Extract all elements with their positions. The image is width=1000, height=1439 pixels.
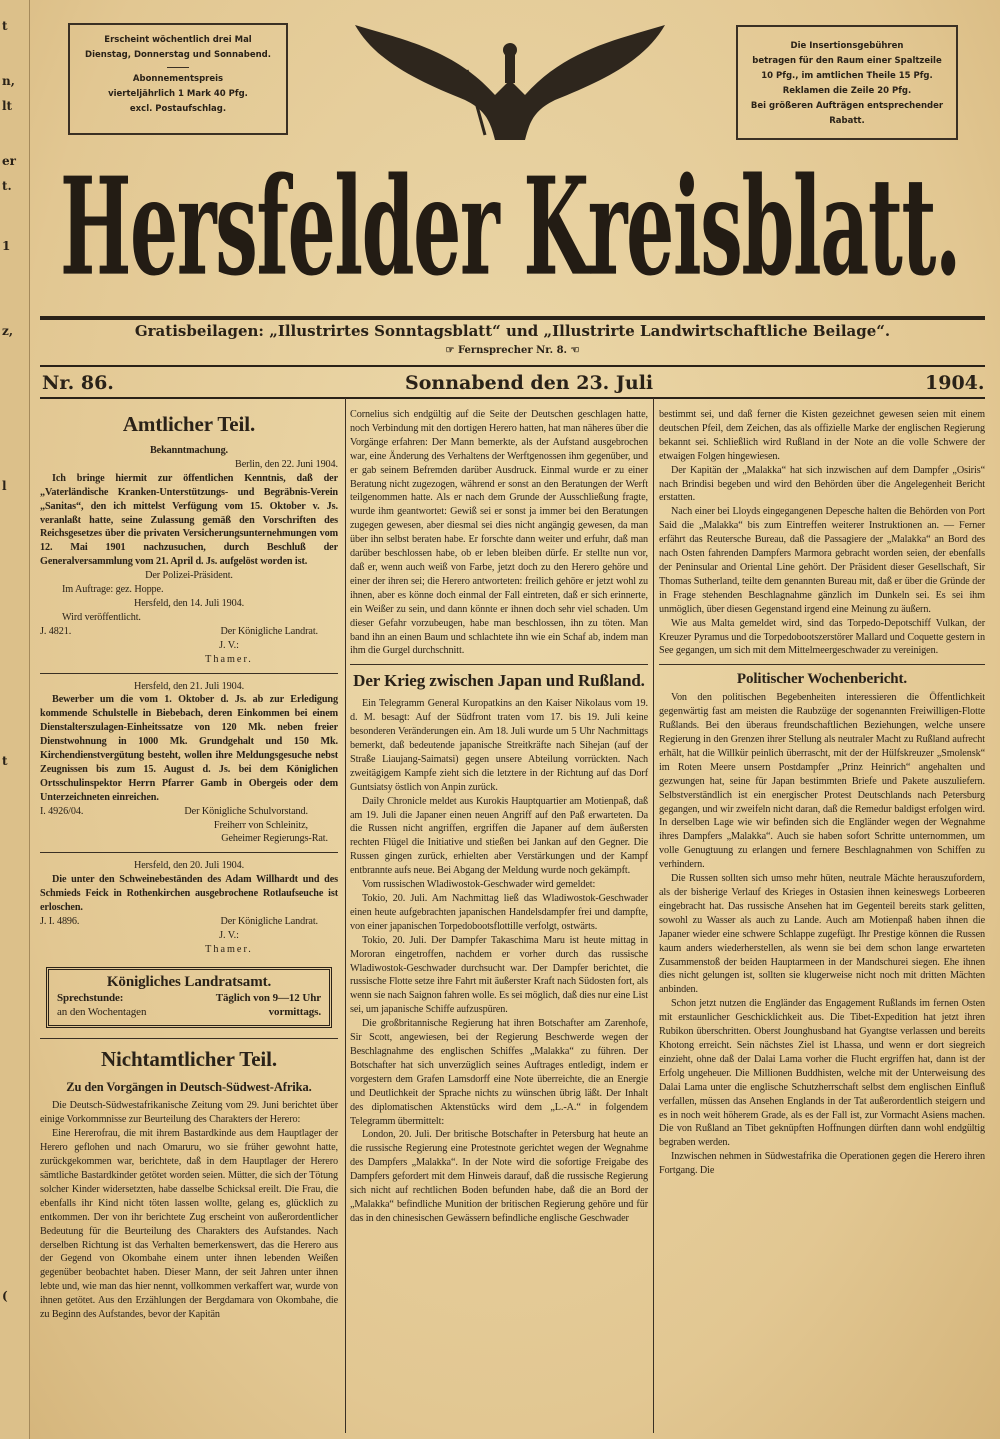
- divider: [40, 673, 338, 674]
- rates-line: Rabatt.: [829, 116, 865, 126]
- notice-publish: Wird veröffentlicht.: [62, 611, 141, 623]
- notice-signature: J. V.:: [219, 929, 239, 941]
- article-text: Von den politischen Begebenheiten interessieren die Öffentlichkeit gegenwärtig fast am meisten die Raubzüge der sogenannten Freiwilligen-Flotte Rußlands. Bei den überaus freundschaftlichen Beziehungen, welche unsere Regierung in den Grenzen ihrer Stellung als neutraler Macht zu Rußland aufrecht erhält, hat die Willkür peinlich überrascht, mit der der Hülfskreuzer „Smolensk“ im Roten Meere unsern Postdampfer „Prinz Heinrich“ angehalten und gezwungen hat, seine für Japan bestimmten Briefe und Pakete auszuliefern. Selbstverständlich ist ein energischer Protest Deutschlands nach Petersburg gegangen, und wir zweifeln nicht daran, daß die Remedur baldigst erfolgen wird. In derselben Lage wie wir befinden sich die Engländer wegen der Wegnahme ihres Dampfers „Malakka“. Auch sie haben sofort Schritte unternommen, um volle Genugtuung zu erlangen und fernere Beschlagnahmen von Schiffen zu verhindern.: [659, 692, 985, 871]
- adjacent-page-edge: t n, lt er t. 1 z, l t (: [0, 0, 30, 1439]
- office-hours-box: [46, 967, 332, 1029]
- article-text: Eine Hererofrau, die mit ihrem Bastardkinde aus dem Hauptlager der Herero geflohen und nach Omaruru, wo sie früher gewohnt hatte, zurückgekommen war, berichtete, daß in dem Hauptlager der Herero sämtliche Bastardkinder getötet worden seien. Mütter, die sich der Tötung solcher Kinder widersetzten, habe dasselbe Schicksal ereilt. Die Frau, die ebenfalls ihr Kind nicht töten lassen wollte, gelang es, glücklich zu entkommen. Der von ihr berichtete Zug erscheint von außerordentlicher Bedeutung für die Beurteilung des Charakters des Aufstandes. Nach derselben Richtung ist das Verhalten bemerkenswert, das die Herero aus der Gegend von Okombahe einem unter ihnen lebenden Weißen gegenüber beobachtet haben. Dieser Mann, der seit Jahren unter ihnen lebte und, wie man das hier nennt, vollkommen verkaffert war, wurde von ihnen getötet. Aus den Erzählungen der Bergdamara von Okombahe, die zu Beginn des Aufstandes, bevor der Kapitän: [40, 1128, 338, 1321]
- notice-signature: Thamer.: [205, 943, 253, 955]
- article-text: Die großbritannische Regierung hat ihren Botschafter am Zarenhofe, Sir Scott, angewiesen, bei der Regierung Beschwerde wegen der Beschlagnahme des englischen Schiffes „Malakka“ zu führen. Der Botschafter hat sich unverzüglich seines Auftrages entledigt, indem er vorgestern dem Grafen Lamsdorff eine Note überreichte, die an Energie und Deutlichkeit der Sprache nichts zu wünschen übrig läßt. Der Inhalt des diplomatischen Aktenstücks wird dem „L.-A.“ in folgendem Telegramm übermittelt:: [350, 1018, 648, 1127]
- title-area: [60, 150, 960, 310]
- column-rule: [345, 398, 346, 1433]
- notice-signature: Der Königliche Schulvorstand.: [184, 805, 308, 817]
- postage-note: excl. Postaufschlag.: [129, 104, 227, 114]
- article-text: Die Russen sollten sich umso mehr hüten, neutrale Mächte herauszufordern, als der bisherige Verlauf des Krieges in Ostasien ihnen keineswegs Lorbeeren eingebracht hat. Das russische Ansehen hat im Gegenteil bereits stark gelitten, sowohl zu Wasser als auch zu Lande. Auch am Motienpaß haben ihnen die Japaner wieder eine schwere Schlappe zugefügt. Ihr Prestige können die Russen kaum anders wiederherstellen, als wenn sie bei dem schon lange erwarteten Zusammenstoß der beiden Hauptarmeen in der Mandschurei siegen. Ehe ihnen dies nicht gelungen ist, sollten sie klugerweise nicht noch mit dritten Mächten anbinden.: [659, 873, 985, 996]
- article-text: Die Deutsch-Südwestafrikanische Zeitung vom 29. Juni berichtet über einige Vorkommnisse zur Beurteilung des Charakters der Herero:: [40, 1100, 338, 1126]
- article-text: Tokio, 20. Juli. Am Nachmittag ließ das Wladiwostok-Geschwader einen heute aufgebrachten japanischen Handelsdampfer frei und dampfte, von einer japanischen Torpedobootsflottille verfolgt, ostwärts.: [350, 893, 648, 932]
- article-text: Inzwischen nehmen in Südwestafrika die Operationen gegen die Herero ihren Fortgang. Die: [659, 1151, 985, 1177]
- schedule-days: Dienstag, Donnerstag und Sonnabend.: [85, 50, 271, 60]
- article-text: London, 20. Juli. Der britische Botschafter in Petersburg hat heute an die russische Regierung eine Protestnote gerichtet wegen der Wegnahme des Dampfers „Malakka“. In der Note wird die sofortige Freigabe des Dampfers gefordert mit dem Hinweis darauf, daß die russische Regierung sich nicht auf rechtlichen Boden befunden habe, daß die an Bord der „Malakka“ befindliche Munition der britischen Regierung gehöre und für das in den chinesischen Gewässern befindliche englische Geschwader: [350, 1129, 648, 1224]
- notice-signature: Der Königliche Landrat.: [220, 916, 318, 927]
- article-text: Tokio, 20. Juli. Der Dampfer Takaschima Maru ist heute mittag in Mororan eingetroffen, nachdem er vorher durch das russische Wladiwostok-Geschwader durchsucht war. Der Dampfer berichtet, die russische Flotte setze ihre Fahrt mit äußerster Kraft nach Südosten fort, als wenn sie nach Saignon fahren wolle. Es sei möglich, daß dies nur eine List sei, um japanische Schiffe aufzuspüren.: [350, 934, 648, 1016]
- column-1: [40, 404, 338, 1322]
- rates-title: Die Insertionsgebühren: [790, 41, 904, 51]
- notice-number: J. 4821.: [40, 625, 72, 637]
- notice-place: Hersfeld, den 14. Juli 1904.: [133, 597, 245, 609]
- notice-text: Die unter den Schweinebeständen des Adam Willhardt und des Schmieds Feick in Rothenkirchen ausgebrochene Rotlaufseuche ist erloschen.: [40, 874, 338, 914]
- divider: [659, 664, 985, 665]
- column-2: [350, 408, 648, 1226]
- column-rule: [653, 398, 654, 1433]
- notice-signature: Geheimer Regierungs-Rat.: [221, 833, 328, 845]
- notice-number: I. 4926/04.: [40, 805, 84, 817]
- article-text: Daily Chronicle meldet aus Kurokis Hauptquartier am Motienpaß, daß am 19. Juli die Japaner einen neuen Angriff auf den Paß erwarteten. Da die Russen nicht angriffen, ergriffen die Japaner auf dem äußersten rechten Flügel die Initiative und stießen bei Jankan auf den Gegner. Die Russen gingen zurück, erhielten aber Verstärkungen und der Kampf entbrannte aufs neue. Bei Abgang der Meldung wurde noch gekämpft.: [350, 795, 648, 877]
- advertising-rates-box: [736, 25, 958, 140]
- article-text: Wie aus Malta gemeldet wird, sind das Torpedo-Depotschiff Vulkan, der Kreuzer Pyramus und die Torpedobootszerstörer Mallard und Coquette gestern in See gegangen, um sich mit dem Mittelmeergeschwader zu vereinigen.: [659, 617, 985, 657]
- notice-date: Hersfeld, den 20. Juli 1904.: [133, 860, 245, 872]
- notice-signature: Thamer.: [205, 653, 253, 665]
- article-heading: Politischer Wochenbericht.: [736, 671, 908, 688]
- issue-year: 1904.: [925, 372, 985, 394]
- notice-date: Hersfeld, den 21. Juli 1904.: [133, 680, 245, 692]
- office-hours-label: Sprechstunde:: [57, 991, 124, 1004]
- notice-date: Berlin, den 22. Juni 1904.: [235, 458, 338, 470]
- divider: [350, 664, 648, 665]
- notice-signature: Im Auftrage: gez. Hoppe.: [62, 584, 164, 596]
- section-heading: Amtlicher Teil.: [122, 412, 256, 436]
- divider: [40, 397, 985, 399]
- newspaper-title: Hersfelder Kreisblatt.: [60, 148, 960, 306]
- divider: [40, 365, 985, 367]
- article-text: bestimmt sei, und daß ferner die Kisten gezeichnet gewesen seien mit einem deutschen Pfeil, dem Zeichen, das als offizielle Marke der englischen Regierung bekannt sei. Schließlich wird Rußland in der Note an die volle Schwere der etwaigen Folgen hingewiesen.: [659, 409, 985, 462]
- notice-signature: Der Königliche Landrat.: [220, 625, 318, 637]
- article-text: Der Kapitän der „Malakka“ hat sich inzwischen auf dem Dampfer „Osiris“ nach Brindisi begeben und wird den Behörden über die Angelegenheit Bericht erstatten.: [659, 464, 985, 504]
- rates-line: betragen für den Raum einer Spaltzeile: [752, 56, 942, 66]
- article-text: Nach einer bei Lloyds eingegangenen Depesche halten die Behörden von Port Said die „Malakka“ bis zum Eintreffen weiterer Instruktionen an. — Ferner erfährt das Reutersche Bureau, daß die Passagiere der „Malakka“ an Bord des nach Osten fahrenden Dampfers Marmora gebracht worden seien, der ebenfalls der Peninsular and Oriental Line gehört. Der Präsident dieser Gesellschaft, Sir Thomas Sutherland, teilte dem genannten Bureau mit, daß er über die Gründe der in Frage stehenden Beschlagnahme gänzlich im Dunkeln sei. Es sei ihm unmöglich, über diesen Gegenstand irgend eine Meinung zu äußern.: [659, 506, 985, 615]
- divider: [40, 316, 985, 320]
- rates-line: Reklamen die Zeile 20 Pfg.: [782, 86, 912, 96]
- issue-number: Nr. 86.: [42, 372, 114, 394]
- office-time: vormittags.: [268, 1005, 321, 1018]
- office-hours: Täglich von 9—12 Uhr: [215, 991, 321, 1004]
- issue-date: Sonnabend den 23. Juli: [405, 372, 654, 394]
- article-text: Vom russischen Wladiwostok-Geschwader wird gemeldet:: [362, 879, 596, 891]
- subscription-price: vierteljährlich 1 Mark 40 Pfg.: [108, 89, 248, 99]
- phone-line: ☞ Fernsprecher Nr. 8. ☜: [445, 345, 580, 356]
- notice-text: Ich bringe hiermit zur öffentlichen Kenntnis, daß der „Vaterländische Kranken-Unterstützungs- und Begräbnis-Verein „Sanitas“, den ich mittelst Verfügung vom 15. Oktober v. Js. veranlaßt hatte, seine Zulassung gemäß den Vorschriften des Reichsgesetzes über die privaten Versicherungsunternehmungen vom 12. Mai 1901 nachzusuchen, durch Beschluß der Generalversammlung vom 21. April d. Js. aufgelöst worden ist.: [40, 472, 338, 568]
- notice-number: J. I. 4896.: [40, 916, 80, 927]
- notice-signature: J. V.:: [219, 639, 239, 651]
- eagle-emblem-icon: [345, 20, 675, 140]
- article-heading: Der Krieg zwischen Japan und Rußland.: [353, 671, 645, 691]
- supplements-line: Gratisbeilagen: „Illustrirtes Sonntagsblatt“ und „Illustrirte Landwirtschaftliche Beilage“.: [134, 322, 891, 340]
- notice-title: Bekanntmachung.: [149, 445, 229, 456]
- divider: [40, 852, 338, 853]
- notice-signature: Freiherr von Schleinitz,: [213, 819, 308, 831]
- rates-line: 10 Pfg., im amtlichen Theile 15 Pfg.: [761, 71, 933, 81]
- article-text: Schon jetzt nutzen die Engländer das Engagement Rußlands im fernen Osten mit erstaunlicher Geschicklichkeit aus. Die Tibet-Expedition hat jetzt ihren Rubikon überschritten. Oberst Jounghusband hat Gyangtse verlassen und bereits Khotong erreicht. Sein nächstes Ziel ist Lhassa, und wenn er dort siegreich einzieht, ohne daß der Dalai Lama vorher die Flucht ergriffen hat, dann ist der Erfolg ungeheuer. Die Millionen Buddhisten, welche mit der Unterweisung des Dalai Lama unter die englische Schutzherrschaft selbst dem englischen Einfluß verfallen, müssen das Ansehen Englands in der Tat außerordentlich steigern und es in noch weit höherem Grade, als es der Fall ist, zur Vormacht Asiens machen. Die von Rußland an Tibet geknüpften Hoffnungen dürften dann wohl endgültig begraben werden.: [659, 998, 985, 1149]
- rates-line: Bei größeren Aufträgen entsprechender: [750, 101, 944, 111]
- subscription-label: Abonnementspreis: [132, 74, 224, 84]
- office-days: an den Wochentagen: [57, 1005, 147, 1018]
- office-title: Königliches Landratsamt.: [106, 973, 272, 990]
- section-heading: Nichtamtlicher Teil.: [100, 1047, 278, 1072]
- notice-text: Bewerber um die vom 1. Oktober d. Js. ab zur Erledigung kommende Schulstelle in Biebebach, deren Einkommen bei einem Dienstalterszulagen-Einheitssatze von 120 Mk. neben freier Dienstwohnung in 1000 Mk. Grundgehalt und 150 Mk. Kirchendienstvergütung besteht, wollen ihre Meldungsgesuche nebst Zeugnissen bis zum 15. August d. Js. bei dem Königlichen Ortsschulinspektor Herrn Pfarrer Gamb in Obergeis oder dem Unterzeichneten einreichen.: [40, 694, 338, 803]
- subscription-box: [68, 23, 288, 135]
- article-text: Cornelius sich endgültig auf die Seite der Deutschen geschlagen hatte, noch Verbindung mit den dortigen Herero hatten, hat man näheres über die Vorgänge erfahren: Der Mann bemerkte, als der Aufstand ausgebrochen war, eine Änderung des Verhaltens der Werftgenossen ihm gegenüber, und er gab seinem Befremden darüber Ausdruck. Einmal wurde er zu einer Beratung nicht zugezogen, während er sonst an den Beratungen der Werft teilgenommen hatte. Als er nach dem Grunde der Ausschließung fragte, wurde ihm geantwortet: Gewiß sei er sonst ja immer bei den Beratungen zugegen gewesen, aber diesmal sei dies nicht angängig gewesen, da man über ihn selbst beraten habe. Er forschte dann weiter und erfuhr, daß man darüber beschlossen habe, ob er leben bleiben dürfe. Er stellte nun vor, daß er, wenn auch weiß von Farbe, jetzt doch zu den Herero gehöre und einer der ihren sei; die Herero antworteten: freilich gehöre er jetzt wohl zu ihnen, aber es könne doch einmal der Fall eintreten, daß er sich erinnerte, ein Weißer zu sein, und dann könnte er ihnen doch sehr viel schaden. Um dieser Gefahr vorzubeugen, habe man beschlossen, ihn zu töten. Man band ihn an einen Baum und schlachtete ihn wie ein Schaf ab, indem man ihm die Gurgel durchschnitt.: [350, 409, 648, 657]
- divider: [40, 1038, 338, 1039]
- schedule-line: Erscheint wöchentlich drei Mal: [104, 35, 252, 45]
- column-3: [659, 408, 985, 1178]
- notice-signature: Der Polizei-Präsident.: [145, 570, 233, 582]
- article-title: Zu den Vorgängen in Deutsch-Südwest-Afrika.: [66, 1080, 312, 1095]
- article-text: Ein Telegramm General Kuropatkins an den Kaiser Nikolaus vom 19. d. M. besagt: Auf der Südfront traten vom 17. bis 19. Juli keine besonderen Veränderungen ein. Am 18. Juli wurde um 5 Uhr Nachmittags bemerkt, daß bedeutende japanische Streitkräfte nach Sihejan (auf der Straße Liaujang-Saimatsi) gegen unsere Abteilung vorrückten. Nach zweitägigem Kampfe zieht sich die letztere in der Richtung auf das Dorf Guntsiatsy östlich von Anpin zurück.: [350, 698, 648, 793]
